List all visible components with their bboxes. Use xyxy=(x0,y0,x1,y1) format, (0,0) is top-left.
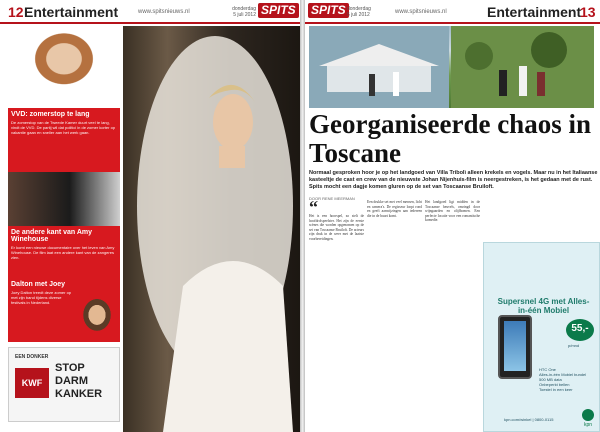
film-set-photos xyxy=(309,26,594,108)
sidebar-item-joey-body: Joey Dalton treedt deze zomer op met zijn band tijdens diverse festivals in Nederland. xyxy=(11,290,72,305)
kwf-ad-slogan: STOP DARM KANKER xyxy=(55,362,103,400)
phone-image xyxy=(498,315,532,379)
article-byline: DOOR RENE MEERMAN xyxy=(309,196,355,201)
sidebar-item-amy xyxy=(8,226,120,278)
amy-winehouse-photo xyxy=(8,172,120,226)
kwf-advertisement[interactable] xyxy=(8,347,120,422)
sidebar-item-amy-title: De andere kant van Amy Winehouse xyxy=(11,229,93,243)
article-column-3: Het landgoed ligt midden in de Toscaanse heuvels, omringd door wijngaarden en olijfbomen. Een perfecte locatie voor een romantische komedie. xyxy=(425,200,480,223)
sidebar-item-vvd-title: VVD: zomerstop te lang xyxy=(11,111,90,118)
kpn-price-note: p/mnd xyxy=(568,343,580,348)
quote-mark-icon: “ xyxy=(309,200,318,217)
left-spits-logo: SPITS xyxy=(258,3,299,18)
right-spits-logo: SPITS xyxy=(308,3,349,18)
left-page-header xyxy=(0,0,300,22)
kpn-ad-bullets: HTC One Alles-in-één Mobiel bundel 500 MB data Onbeperkt bellen Toestel in een keer xyxy=(539,367,587,392)
left-header-rule xyxy=(0,22,300,24)
left-page-number: 12 xyxy=(8,4,24,20)
sidebar-item-amy-body: Er komt een nieuwe documentaire over het leven van Amy Winehouse. De film laat een andere kant van de zangeres zien. xyxy=(11,245,115,260)
kpn-ad-url[interactable]: kpn.com/winkel | 0800-0115 xyxy=(504,417,554,422)
joey-photo xyxy=(77,296,117,338)
right-date: donderdag 5 juli 2012 xyxy=(347,6,371,18)
sidebar-item-joey xyxy=(8,278,120,342)
kpn-ad-title: Supersnel 4G met Alles-in-één Mobiel xyxy=(497,297,590,315)
right-page-number: 13 xyxy=(580,4,596,20)
kpn-advertisement[interactable] xyxy=(483,242,600,432)
kwf-logo: KWF xyxy=(15,368,49,398)
right-section-title: Entertainment xyxy=(487,4,582,20)
left-url: www.spitsnieuws.nl xyxy=(138,9,190,15)
article-column-1: “ Het is een hoorspel, zo stelt de hoofdrolspeelster. Het zijn de eerste scènes die worden opgenomen op de set van Toscaanse Bruiloft. De acteurs zijn druk in de weer met de laatste voorbereidingen. xyxy=(309,200,364,241)
right-page xyxy=(305,0,600,432)
right-url: www.spitsnieuws.nl xyxy=(395,9,447,15)
kwf-ad-small-text: EEN DONKER xyxy=(15,354,49,360)
right-header-rule xyxy=(305,22,600,24)
article-headline: Georganiseerde chaos in Toscane xyxy=(309,109,591,168)
bride-photo xyxy=(123,26,300,432)
sidebar-item-vvd xyxy=(8,108,120,172)
sidebar-item-vvd-body: De zomerstop van de Tweede Kamer duurt veel te lang, vindt de VVD. De partij wil dat politici in de zomer korter op vakantie gaan en sneller aan het werk gaan. xyxy=(11,120,116,135)
left-date: donderdag 5 juli 2012 xyxy=(232,6,256,18)
right-page-header xyxy=(305,0,600,22)
kpn-price-badge: 55,- xyxy=(566,319,594,341)
kpn-logo xyxy=(578,407,598,427)
left-section-title: Entertainment xyxy=(24,4,119,20)
film-set-scene xyxy=(309,26,594,108)
woman-portrait-photo xyxy=(8,26,120,108)
sidebar-item-joey-title: Dalton met Joey xyxy=(11,281,66,288)
bride-illustration xyxy=(123,26,300,432)
article-intro: Normaal gesproken hoor je op het landgoed van Villa Tribolì alleen krekels en vogels. Maar nu in het Italiaanse kasteeltje de cast en crew van de nieuwste Johan Nijenhuis-film is neergestreken, is het gedaan met de rust. Spits mocht een dagje komen gluren op de set van Toscaanse Bruiloft. xyxy=(309,170,598,190)
article-column-2: Een drukke set met veel mensen, licht en camera's. De regisseur loopt rond en geeft aanwijzingen aan iedereen die in de buurt komt. xyxy=(367,200,422,218)
svg-text:kpn: kpn xyxy=(583,422,593,427)
